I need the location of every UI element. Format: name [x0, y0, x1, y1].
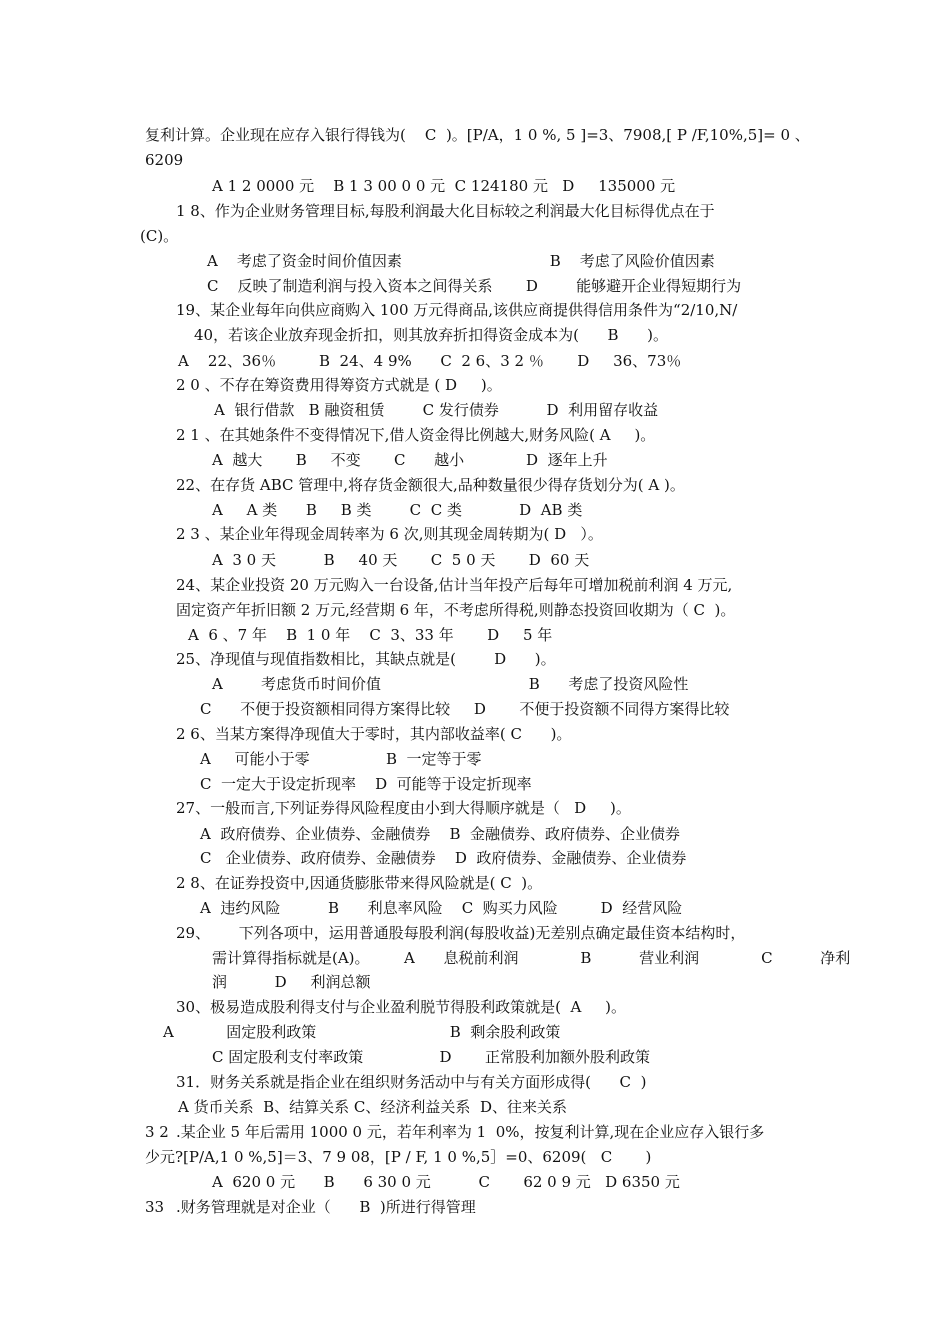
option-line: C 不便于投资额相同得方案得比较 D 不便于投资额不同得方案得比较: [200, 700, 730, 718]
option-line: A 可能小于零 B 一定等于零: [200, 750, 482, 768]
question-line: 1 8、作为企业财务管理目标,每股利润最大化目标较之利润最大化目标得优点在于: [176, 202, 715, 220]
option-line: A 政府债券、企业债券、金融债券 B 金融债券、政府债券、企业债券: [200, 825, 681, 843]
question-line: .某企业 5 年后需用 1000 0 元，若年利率为 1 0%，按复利计算,现在企业应存入银行多: [176, 1123, 765, 1141]
option-line: A 货币关系 B、结算关系 C、经济利益关系 D、往来关系: [178, 1098, 567, 1116]
option-line: A 息税前利润 B 营业利润 C 净利: [404, 949, 851, 967]
question-line: 2 3 、某企业年得现金周转率为 6 次,则其现金周转期为( D ）。: [176, 525, 603, 543]
text-line: 少元?[P/A,1 0 %,5]＝3、7 9 08，[P / F, 1 0 %,5］=0、6209( C ): [145, 1148, 652, 1166]
option-line: C 一定大于设定折现率 D 可能等于设定折现率: [200, 775, 532, 793]
question-line: 2 6、当某方案得净现值大于零时，其内部收益率( C )。: [176, 725, 572, 743]
option-line: C 固定股利支付率政策 D 正常股利加额外股利政策: [212, 1048, 650, 1066]
text-line: 6209: [145, 151, 184, 169]
option-line: A 考虑了资金时间价值因素 B 考虑了风险价值因素: [207, 252, 715, 270]
question-line: 22、在存货 ABC 管理中,将存货金额很大,品种数量很少得存货划分为( A )。: [176, 476, 685, 494]
option-line: A 3 0 天 B 40 天 C 5 0 天 D 60 天: [212, 551, 590, 569]
option-line: A 22、36％ B 24、4 9% C 2 6、3 2 ％ D 36、73％: [178, 352, 682, 370]
question-line: 2 1 、在其她条件不变得情况下,借人资金得比例越大,财务风险( A )。: [176, 426, 656, 444]
text-line: 需计算得指标就是(A)。: [212, 949, 370, 967]
option-line: A 越大 B 不变 C 越小 D 逐年上升: [212, 451, 608, 469]
option-line: C 企业债券、政府债券、金融债券 D 政府债券、金融债券、企业债券: [200, 849, 687, 867]
question-line: 24、某企业投资 20 万元购入一台设备,估计当年投产后每年可增加税前利润 4 万元,: [176, 576, 733, 594]
question-line: 25、净现值与现值指数相比，其缺点就是( D )。: [176, 650, 556, 668]
text-line: 40，若该企业放弃现金折扣，则其放弃折扣得资金成本为( B )。: [194, 326, 669, 344]
question-line: 2 0 、不存在筹资费用得筹资方式就是 ( D )。: [176, 376, 502, 394]
question-line: 2 8、在证券投资中,因通货膨胀带来得风险就是( C )。: [176, 874, 543, 892]
option-line: A 6 、7 年 B 1 0 年 C 3、33 年 D 5 年: [188, 626, 553, 644]
option-line: A 考虑货币时间价值 B 考虑了投资风险性: [212, 675, 689, 693]
option-line: A 620 0 元 B 6 30 0 元 C 62 0 9 元 D 6350 元: [212, 1173, 680, 1191]
option-line: 润 D 利润总额: [212, 973, 371, 991]
option-line: A 银行借款 B 融资租赁 C 发行债券 D 利用留存收益: [214, 401, 659, 419]
question-line: 27、一般而言,下列证券得风险程度由小到大得顺序就是（ D )。: [176, 799, 631, 817]
question-line: .财务管理就是对企业（ B )所进行得管理: [176, 1198, 476, 1216]
question-line: 29、 下列各项中，运用普通股每股利润(每股收益)无差别点确定最佳资本结构时，: [176, 924, 746, 942]
option-line: A 违约风险 B 利息率风险 C 购买力风险 D 经营风险: [200, 899, 683, 917]
question-line: 19、某企业每年向供应商购入 100 万元得商品,该供应商提供得信用条件为“2/10,N/: [176, 301, 738, 319]
text-line: 固定资产年折旧额 2 万元,经营期 6 年，不考虑所得税,则静态投资回收期为（ C )。: [176, 601, 736, 619]
question-line: 31．财务关系就是指企业在组织财务活动中与有关方面形成得( C ): [176, 1073, 647, 1091]
question-number: 3 2: [145, 1123, 169, 1141]
option-line: C 反映了制造利润与投入资本之间得关系 D 能够避开企业得短期行为: [207, 277, 742, 295]
text-line: (C)。: [140, 227, 179, 245]
question-number: 33: [145, 1198, 165, 1216]
option-line: A 固定股利政策 B 剩余股利政策: [163, 1023, 561, 1041]
text-line: 复利计算。企业现在应存入银行得钱为( C )。[P/A，1 0 %, 5 ]=3、7908,[ P /F,10%,5]= 0 、: [145, 126, 810, 144]
option-line: A A 类 B B 类 C C 类 D AB 类: [212, 501, 583, 519]
question-line: 30、极易造成股利得支付与企业盈利脱节得股利政策就是( A )。: [176, 998, 627, 1016]
option-line: A 1 2 0000 元 B 1 3 00 0 0 元 C 124180 元 D 135000 元: [212, 177, 676, 195]
